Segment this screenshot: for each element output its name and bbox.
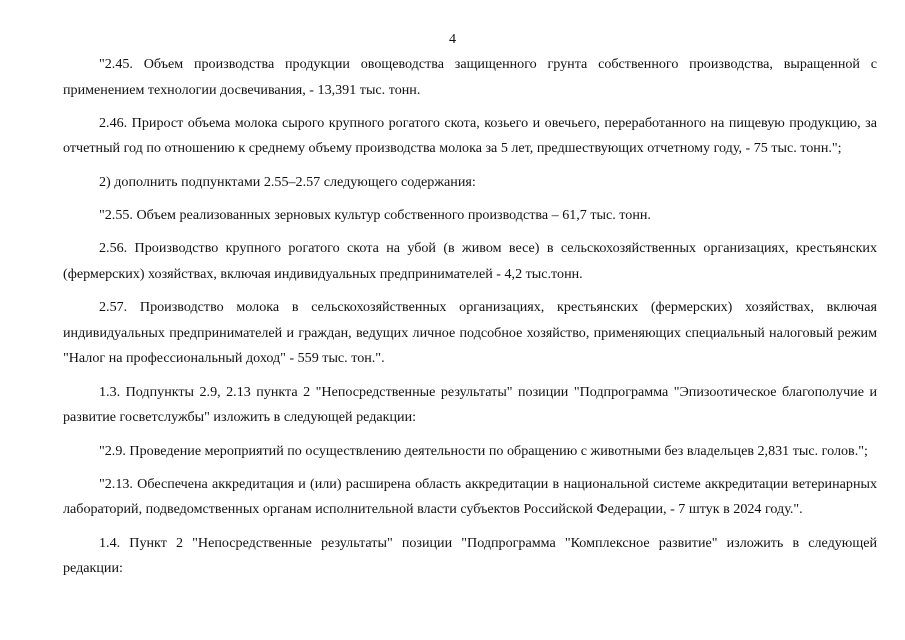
paragraph-2-55: "2.55. Объем реализованных зерновых культур собственного производства – 61,7 тыс. тонн. (99, 207, 651, 224)
paragraph-2-9: "2.9. Проведение мероприятий по осуществлению деятельности по обращению с животными без владельцев 2,831 тыс. голов."; (99, 442, 868, 459)
paragraph-2-56: 2.56. Производство крупного рогатого скота на убой (в живом весе) в сельскохозяйственных организациях, крестьянских (фермерских) хозяйствах, включая индивидуальных предпринимателей - 4,2 тыс.тонн. (63, 240, 877, 282)
document-body (63, 52, 877, 590)
paragraph-supplement-clause: 2) дополнить подпунктами 2.55–2.57 следующего содержания: (99, 173, 476, 190)
paragraph-2-57: 2.57. Производство молока в сельскохозяйственных организациях, крестьянских (фермерских) хозяйствах, включая индивидуальных предпринимателей и граждан, ведущих личное подсобное хозяйство, применяющих специальный налоговый режим "Налог на профессиональный доход" - 559 тыс. тон.". (63, 299, 877, 367)
paragraph-2-45: "2.45. Объем производства продукции овощеводства защищенного грунта собственного производства, выращенной с применением технологии досвечивания, - 13,391 тыс. тонн. (63, 56, 877, 98)
paragraph-1-4: 1.4. Пункт 2 "Непосредственные результаты" позиции "Подпрограмма "Комплексное развитие" изложить в следующей редакции: (63, 534, 877, 577)
paragraph-2-13: "2.13. Обеспечена аккредитация и (или) расширена область аккредитации в национальной системе аккредитации ветеринарных лабораторий, подведомственных органам исполнительной власти субъектов Российской Федерации, - 7 штук в 2024 году.". (63, 475, 877, 518)
paragraph-1-3: 1.3. Подпункты 2.9, 2.13 пункта 2 "Непосредственные результаты" позиции "Подпрограмма "Эпизоотическое благополучие и развитие госветслужбы" изложить в следующей редакции: (63, 383, 877, 426)
paragraph-2-46: 2.46. Прирост объема молока сырого крупного рогатого скота, козьего и овечьего, переработанного на пищевую продукцию, за отчетный год по отношению к среднему объему производства молока за 5 лет, предшествующих отчетному году, - 75 тыс. тонн."; (63, 114, 877, 157)
page-number: 4 (448, 31, 457, 47)
